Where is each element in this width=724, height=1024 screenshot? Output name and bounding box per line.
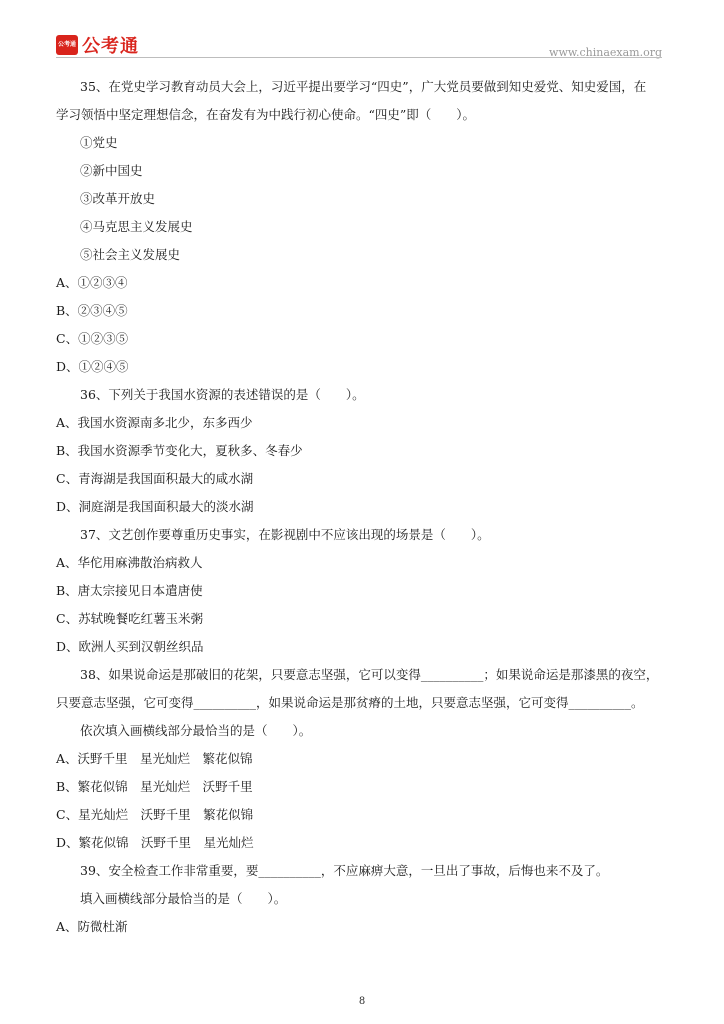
q38-prompt: 依次填入画横线部分最恰当的是（ ）。: [80, 723, 312, 738]
q38-stem-line1: 38、如果说命运是那破旧的花架，只要意志坚强，它可以变得__________；如果说命运是那漆黑的夜空，: [80, 667, 659, 682]
q35-item: ①党史: [80, 135, 118, 150]
q36-option-a: A、我国水资源南多北少，东多西少: [56, 415, 253, 430]
q38-option-d: D、繁花似锦 沃野千里 星光灿烂: [56, 835, 254, 850]
q35-option-c: C、①②③⑤: [56, 331, 129, 346]
q35-stem-line2: 学习领悟中坚定理想信念，在奋发有为中践行初心使命。“四史”即（ ）。: [56, 107, 476, 122]
q36-option-c: C、青海湖是我国面积最大的咸水湖: [56, 471, 254, 486]
q39-prompt: 填入画横线部分最恰当的是（ ）。: [80, 891, 287, 906]
q35-item: ⑤社会主义发展史: [80, 247, 181, 262]
logo-text: 公考通: [82, 36, 139, 57]
logo-badge: 公考通: [56, 35, 78, 55]
q35-item: ③改革开放史: [80, 191, 156, 206]
q39-option-a: A、防微杜渐: [56, 919, 128, 934]
q35-stem-line1: 35、在党史学习教育动员大会上，习近平提出要学习“四史”，广大党员要做到知史爱党、知史爱国，在: [80, 79, 647, 94]
q35-item: ②新中国史: [80, 163, 143, 178]
logo: [56, 34, 139, 56]
q36-stem: 36、下列关于我国水资源的表述错误的是（ ）。: [80, 387, 365, 402]
q35-option-b: B、②③④⑤: [56, 303, 128, 318]
page-header: [56, 30, 662, 58]
q37-option-a: A、华佗用麻沸散治病救人: [56, 555, 203, 570]
q36-option-d: D、洞庭湖是我国面积最大的淡水湖: [56, 499, 254, 514]
q38-option-a: A、沃野千里 星光灿烂 繁花似锦: [56, 751, 253, 766]
q38-option-c: C、星光灿烂 沃野千里 繁花似锦: [56, 807, 254, 822]
site-url: www.chinaexam.org: [549, 46, 662, 59]
q35-option-a: A、①②③④: [56, 275, 128, 290]
q35-item: ④马克思主义发展史: [80, 219, 193, 234]
q37-option-d: D、欧洲人买到汉朝丝织品: [56, 639, 204, 654]
document-body: [56, 78, 662, 936]
q38-option-b: B、繁花似锦 星光灿烂 沃野千里: [56, 779, 253, 794]
q36-option-b: B、我国水资源季节变化大，夏秋多、冬春少: [56, 443, 303, 458]
q37-option-c: C、苏轼晚餐吃红薯玉米粥: [56, 611, 204, 626]
q39-stem: 39、安全检查工作非常重要，要__________，不应麻痹大意，一旦出了事故，后悔也来不及了。: [80, 863, 609, 878]
header-divider: [56, 57, 662, 58]
q38-stem-line2: 只要意志坚强，它可变得__________，如果说命运是那贫瘠的土地，只要意志坚强，它可变得__________。: [56, 695, 644, 710]
q35-option-d: D、①②④⑤: [56, 359, 129, 374]
q37-stem: 37、文艺创作要尊重历史事实，在影视剧中不应该出现的场景是（ ）。: [80, 527, 490, 542]
q37-option-b: B、唐太宗接见日本遣唐使: [56, 583, 203, 598]
page-number: 8: [358, 996, 366, 1007]
